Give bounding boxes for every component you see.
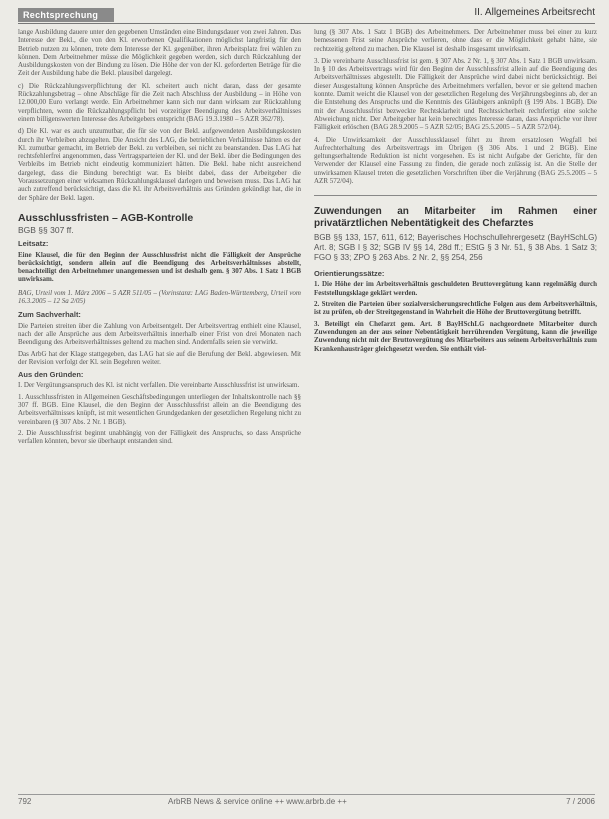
sachverhalt-label: Zum Sachverhalt: bbox=[18, 310, 81, 320]
box-title: Zuwendungen an Mitarbeiter im Rahmen einer privatärztlichen Nebentätigkeit des Chefarztes bbox=[314, 206, 597, 229]
section-title: Ausschlussfristen – AGB-Kontrolle bbox=[18, 211, 194, 224]
paragraph: Das ArbG hat der Klage stattgegeben, das LAG hat sie auf die Berufung der Bekl. abgewiesen. Mit der Revision verfolgt der Kl. sein Begehren weiter. bbox=[18, 349, 301, 366]
paragraph: 2. Die Ausschlussfrist beginnt unabhängig von der Fälligkeit des Anspruchs, so dass Ansprüche verfallen könnten, bevor sie überhaupt entstanden sind. bbox=[18, 428, 301, 446]
paragraph: c) Die Rückzahlungsverpflichtung der Kl. scheitert auch nicht daran, dass der gesamte Rückzahlungsbetrag – ohne Abschläge für die Zeit nach Abschluss der Ausbildung – in Höhe von 12.000,00 Euro verlangt werde. Ein Arbeitnehmer kann sich nur dann wirksam zur Rückzahlung verpflichten, wenn die Rückzahlungspflicht bei vorzeitiger Beendigung des Arbeitsverhältnisses einem billigenswerten Interesse des Arbeitgebers entspricht (BAG 19.3.1980 – 5 AZR 362/78). bbox=[18, 81, 301, 123]
paragraph: Die Parteien streiten über die Zahlung von Arbeitsentgelt. Der Arbeitsvertrag enthielt eine Klausel, nach der alle Ansprüche aus dem Arbeitsverhältnis innerhalb einer Frist von drei Monaten nach Beendigung des Arbeitsverhältnisses geltend zu machen sind. Andernfalls seien sie verwirkt. bbox=[18, 321, 301, 347]
orientation-item: 2. Streiten die Parteien über sozialversicherungsrechtliche Folgen aus dem Arbeitsverhältnis, ist zu prüfen, ob der Streitgegenstand in Wahrheit die Höhe der Bruttovergütung betrifft. bbox=[314, 300, 597, 317]
section-divider bbox=[314, 195, 597, 196]
orientation-item: 1. Die Höhe der im Arbeitsverhältnis geschuldeten Bruttovergütung kann regelmäßig durch Feststellungsklage geklärt werden. bbox=[314, 280, 597, 297]
chapter-title: II. Allgemeines Arbeitsrecht bbox=[474, 7, 595, 18]
footer-link[interactable]: ArbRB News & service online ++ www.arbrb.de ++ bbox=[168, 797, 347, 806]
paragraph: 4. Die Unwirksamkeit der Ausschlussklausel führt zu ihrem ersatzlosen Wegfall bei Aufrechterhaltung des Arbeitsvertrags im Übrigen (§ 306 Abs. 1 und 2 BGB). Eine geltungserhaltende Reduktion ist nicht vorgesehen. Es ist nicht Aufgabe der Gerichte, für den Verwender der Klausel eine Fassung zu finden, die gerade noch zulässig ist. An die Stelle der unwirksamen Klausel treten die gesetzlichen Vorschriften über die Verjährung (BAG 25.5.2005 – 5 AZR 572/04). bbox=[314, 135, 597, 186]
paragraph: lung (§ 307 Abs. 1 Satz 1 BGB) des Arbeitnehmers. Der Arbeitnehmer muss bei einer zu kurz bemessenen Frist seine Ansprüche verlieren, ohne dass er die Möglichkeit gehabt hätte, sie rechtzeitig geltend zu machen. Die Klausel ist deshalb insgesamt unwirksam. bbox=[314, 28, 597, 53]
paragraph: lange Ausbildung dauere unter den gegebenen Umständen eine Bindungsdauer von zwei Jahren. Das Interesse der Bekl., die von den Kl. erworbenen Qualifikationen möglichst langfristig für den Betrieb nutzen zu können, trete dem Interesse der Kl. gegenüber, ihren Arbeitsplatz frei wählen zu können. Dem Arbeitnehmer müsse die Möglichkeit gegeben werden, sich durch Rückzahlung der Ausbildungskosten von der Bindung zu lösen. Die Höhe der von der Kl. geforderten Beträge für die Zeit der Ausbildung habe die Bekl. plausibel dargelegt. bbox=[18, 28, 301, 78]
section-tag: Rechtsprechung bbox=[18, 8, 114, 22]
issue-number: 7 / 2006 bbox=[566, 797, 595, 806]
orientierungssaetze-label: Orientierungssätze: bbox=[314, 269, 385, 279]
paragraph: 3. Die vereinbarte Ausschlussfrist ist gem. § 307 Abs. 2 Nr. 1, § 307 Abs. 1 Satz 1 BGB unwirksam. In § 10 des Arbeitsvertrags wird für den Beginn der Ausschlussfrist allein auf die Beendigung des Arbeitsverhältnisses abgestellt. Die Fälligkeit der Ansprüche wird dabei nicht berücksichtigt. Bei dieser Ausgestaltung können Ansprüche des Arbeitnehmers verfallen, bevor er sie geltend machen konnte. Damit weicht die Klausel von der gesetzlichen Regelung des Verjährungsbeginns ab, der an die Entstehung des Anspruchs und die Kenntnis des Gläubigers anknüpft (§ 199 Abs. 1 BGB). Die mit der Ausschlussfrist bezweckte Rechtsklarheit und Rechtssicherheit rechtfertigt eine solche Abweichung nicht. Der Arbeitgeber hat kein berechtigtes Interesse daran, dass Ansprüche vor ihrer Fälligkeit erlöschen (BAG 28.9.2005 – 5 AZR 52/05; BAG 25.5.2005 – 5 AZR 572/04). bbox=[314, 56, 597, 132]
page-number: 792 bbox=[18, 797, 32, 806]
orientation-item: 3. Beteiligt ein Chefarzt gem. Art. 8 BayHSchLG nachgeordnete Mitarbeiter durch Zuwendungen an der aus seiner Nebentätigkeit herrührenden Vergütung, kann die jeweilige Zuwendung nicht mit der Bruttovergütung des Mitarbeiters aus seinem Arbeitsverhältnis zum Krankenhausträger gleichgesetzt werden. Sie enthält viel- bbox=[314, 319, 597, 353]
paragraph: d) Die Kl. war es auch unzumutbar, die für sie von der Bekl. aufgewendeten Ausbildungskosten durch ihr Verbleiben abzugelten. Die Ansicht des LAG, die betrieblichen Verhältnisse hätten es der Kl. zumutbar gemacht, im Betrieb der Bekl. zu verbleiben, sei nicht zu beanstanden. Das LAG hat rechtsfehlerfrei angenommen, dass Vertragsparteien der Kl. und der Bekl. über die Bedingungen des Verbleibs im Betrieb nicht eindeutig kommuniziert hätten. Die Bekl. habe nicht ausreichend dargelegt, dass die Bindung berechtigt war. Es bleibt dabei, dass der Arbeitgeber die Voraussetzungen einer wirksamen Rückzahlungsklausel darlegen und beweisen muss. Das LAG hat auch zutreffend berücksichtigt, dass die Kl. ihr Arbeitsverhältnis aus Gründen gekündigt hat, die in der Sphäre der Bekl. lagen. bbox=[18, 127, 301, 202]
left-column bbox=[18, 28, 301, 445]
page-footer bbox=[18, 797, 595, 809]
footer-divider bbox=[18, 794, 595, 795]
leitsatz-text: Eine Klausel, die für den Beginn der Ausschlussfrist nicht die Fälligkeit der Ansprüche berücksichtigt, sondern allein auf die Beendigung des Arbeitsverhältnisses abstellt, benachteiligt den Arbeitnehmer unangemessen und ist deshalb gem. § 307 Abs. 1 Satz 1 BGB unwirksam. bbox=[18, 250, 301, 284]
citation: BAG, Urteil vom 1. März 2006 – 5 AZR 511/05 – (Vorinstanz: LAG Baden-Württemberg, Urteil vom 16.3.2005 – 12 Sa 2/05) bbox=[18, 288, 301, 306]
box-legal-basis: BGB §§ 133, 157, 611, 612; Bayerisches Hochschullehrergesetz (BayHSchLG) Art. 8; SGB I § 32; SGB IV §§ 14, 28d ff.; EStG § 3 Nr. 51, § 38 Abs. 1 Satz 3; FGO § 33; ZPO § 263 Abs. 2 Nr. 2, §§ 254, 256 bbox=[314, 233, 597, 262]
section-legal-basis: BGB §§ 307 ff. bbox=[18, 224, 74, 235]
header-divider bbox=[18, 23, 595, 24]
paragraph: I. Der Vergütungsanspruch des Kl. ist nicht verfallen. Die vereinbarte Ausschlussfrist ist unwirksam. bbox=[18, 381, 300, 390]
paragraph: 1. Ausschlussfristen in Allgemeinen Geschäftsbedingungen unterliegen der Inhaltskontrolle nach §§ 307 ff. BGB. Eine Klausel, die den Beginn der Ausschlussfrist allein an die Beendigung des Arbeitsverhältnisses knüpft, ist mit wesentlichen Grundgedanken der gesetzlichen Regelung nicht zu vereinbaren (§ 307 Abs. 2 Nr. 1 BGB). bbox=[18, 392, 301, 426]
leitsatz-label: Leitsatz: bbox=[18, 239, 49, 249]
right-column bbox=[314, 28, 597, 353]
gruende-label: Aus den Gründen: bbox=[18, 370, 84, 380]
